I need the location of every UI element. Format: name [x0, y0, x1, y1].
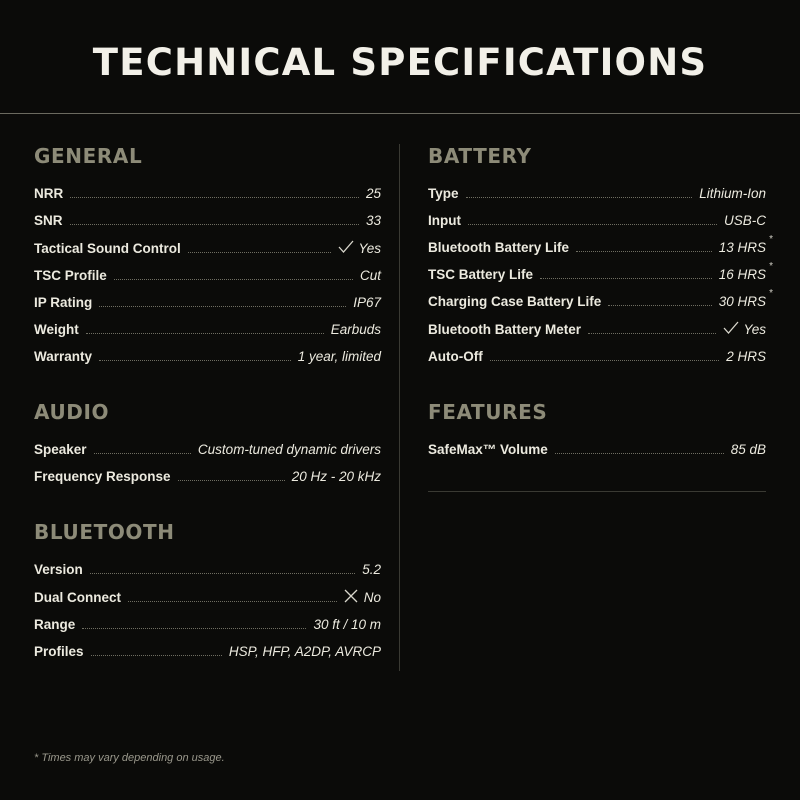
- spec-row: [34, 638, 381, 665]
- spec-list-battery: [428, 180, 773, 370]
- spec-label: Profiles: [34, 643, 84, 659]
- section-features: [428, 400, 766, 492]
- leader-dots: [540, 277, 712, 279]
- spec-label: Weight: [34, 321, 79, 337]
- leader-dots: [576, 250, 712, 252]
- spec-row: [34, 556, 381, 583]
- spec-row: [428, 180, 766, 207]
- spec-row: [428, 233, 773, 261]
- spec-row: [428, 343, 766, 370]
- check-icon: [338, 240, 354, 254]
- spec-label: TSC Profile: [34, 267, 107, 283]
- spec-label: Bluetooth Battery Meter: [428, 321, 582, 337]
- leader-dots: [128, 600, 337, 602]
- spec-label: Version: [34, 561, 83, 577]
- spec-value: No: [344, 589, 381, 605]
- spec-value: Yes: [338, 240, 381, 256]
- spec-label: Type: [428, 185, 459, 201]
- spec-row: [34, 316, 381, 343]
- spec-value: 20 Hz - 20 kHz: [291, 468, 381, 484]
- spec-label: SafeMax™ Volume: [428, 441, 548, 457]
- spec-row: [34, 289, 381, 316]
- spec-value: 1 year, limited: [297, 348, 381, 364]
- section-general: [34, 144, 381, 370]
- spec-value: Lithium-Ion: [699, 185, 766, 201]
- spec-label: NRR: [34, 185, 64, 201]
- spec-row: [34, 583, 381, 611]
- leader-dots: [70, 196, 359, 198]
- spec-label: Charging Case Battery Life: [428, 293, 602, 309]
- cross-icon: [344, 589, 360, 603]
- spec-row: [34, 207, 381, 234]
- spec-label: TSC Battery Life: [428, 266, 534, 282]
- leader-dots: [86, 332, 324, 334]
- spec-row: [428, 287, 773, 315]
- leader-dots: [588, 332, 716, 334]
- section-title-features: FEATURES: [428, 400, 548, 424]
- spec-label: Frequency Response: [34, 468, 171, 484]
- leader-dots: [555, 452, 724, 454]
- spec-list-features: [428, 436, 766, 463]
- spec-label: SNR: [34, 212, 63, 228]
- spec-label: Bluetooth Battery Life: [428, 239, 570, 255]
- footnote-marker: *: [769, 287, 773, 299]
- footnote: * Times may vary depending on usage.: [34, 752, 225, 764]
- features-divider: [428, 491, 766, 492]
- section-title-bluetooth: BLUETOOTH: [34, 520, 175, 544]
- spec-value: Cut: [359, 267, 381, 283]
- spec-row: [34, 611, 381, 638]
- spec-label: Auto-Off: [428, 348, 483, 364]
- footnote-marker: *: [769, 233, 773, 245]
- title-block: [0, 0, 800, 114]
- leader-dots: [90, 572, 355, 574]
- leader-dots: [608, 304, 711, 306]
- spec-value: 13 HRS *: [718, 233, 773, 255]
- section-title-battery: BATTERY: [428, 144, 532, 168]
- check-icon: [723, 321, 739, 335]
- spec-row: [34, 463, 381, 490]
- spec-list-audio: [34, 436, 381, 490]
- spec-value: 2 HRS: [726, 348, 766, 364]
- spec-row: [428, 207, 766, 234]
- leader-dots: [82, 627, 306, 629]
- spec-label: Input: [428, 212, 461, 228]
- spec-label: Dual Connect: [34, 589, 122, 605]
- spec-label: Tactical Sound Control: [34, 240, 181, 256]
- section-battery: [428, 144, 773, 370]
- leader-dots: [99, 305, 346, 307]
- spec-row: [428, 260, 773, 288]
- leader-dots: [468, 223, 717, 225]
- spec-label: Range: [34, 616, 76, 632]
- leader-dots: [94, 452, 191, 454]
- spec-list-general: [34, 180, 381, 370]
- section-audio: [34, 400, 381, 490]
- spec-value: 30 HRS *: [718, 287, 773, 309]
- spec-value: 33: [365, 212, 381, 228]
- spec-row: [34, 234, 381, 262]
- spec-label: IP Rating: [34, 294, 93, 310]
- leader-dots: [466, 196, 693, 198]
- spec-row: [34, 436, 381, 463]
- leader-dots: [490, 359, 720, 361]
- spec-row: [34, 180, 381, 207]
- left-column: [34, 144, 400, 671]
- leader-dots: [114, 278, 353, 280]
- footnote-marker: *: [769, 260, 773, 272]
- spec-row: [34, 343, 381, 370]
- spec-value: USB-C: [723, 212, 766, 228]
- spec-value: Yes: [723, 321, 766, 337]
- page-title: TECHNICAL SPECIFICATIONS: [92, 41, 708, 84]
- spec-value: 25: [365, 185, 381, 201]
- spec-row: [428, 315, 766, 343]
- spec-value: 30 ft / 10 m: [313, 616, 381, 632]
- spec-label: Speaker: [34, 441, 87, 457]
- spec-value: IP67: [353, 294, 381, 310]
- leader-dots: [91, 654, 222, 656]
- spec-value: 16 HRS *: [718, 260, 773, 282]
- leader-dots: [70, 223, 359, 225]
- spec-value: Custom-tuned dynamic drivers: [197, 441, 381, 457]
- leader-dots: [188, 251, 332, 253]
- spec-row: [428, 436, 766, 463]
- section-bluetooth: [34, 520, 381, 665]
- spec-label: Warranty: [34, 348, 93, 364]
- spec-value: 85 dB: [730, 441, 766, 457]
- section-title-audio: AUDIO: [34, 400, 110, 424]
- spec-columns: [0, 114, 800, 671]
- spec-value: HSP, HFP, A2DP, AVRCP: [228, 643, 381, 659]
- leader-dots: [99, 359, 291, 361]
- section-title-general: GENERAL: [34, 144, 143, 168]
- leader-dots: [178, 479, 285, 481]
- right-column: [400, 144, 773, 671]
- spec-row: [34, 262, 381, 289]
- spec-value: 5.2: [362, 561, 381, 577]
- spec-value: Earbuds: [330, 321, 381, 337]
- spec-list-bluetooth: [34, 556, 381, 665]
